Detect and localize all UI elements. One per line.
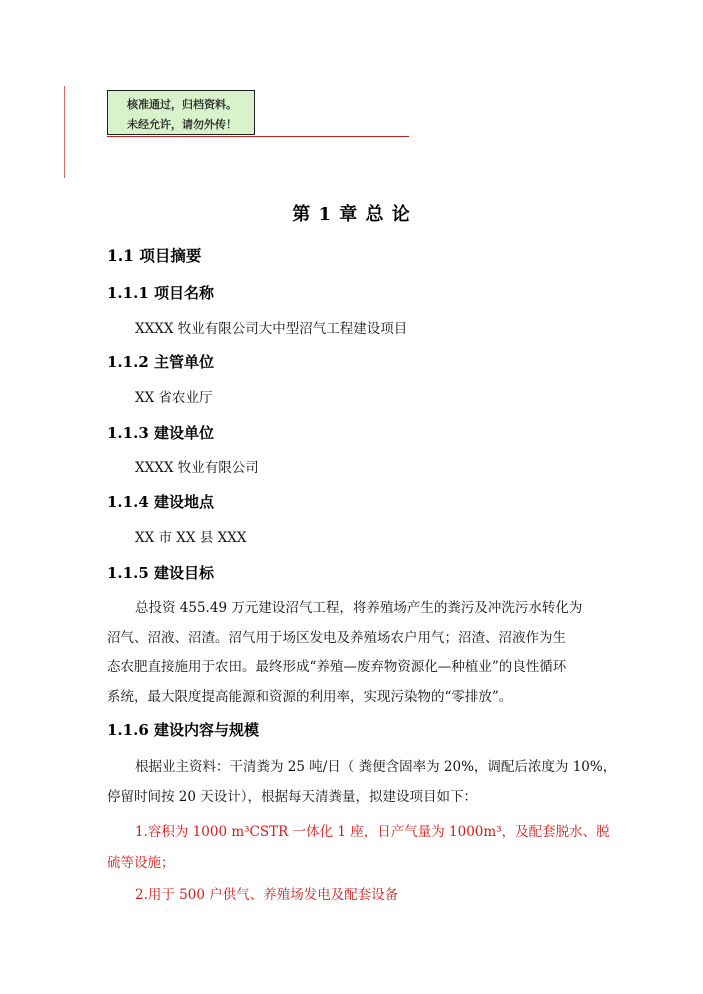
goal-line-3: 态农肥直接施用于农田。最终形成“养殖—废弃物资源化—种植业”的良性循环 (107, 659, 567, 675)
scale-line-1: 根据业主资料：干清粪为 25 吨/日（ 粪便含固率为 20%，调配后浓度为 10%， (135, 759, 617, 775)
builder-text: XXXX 牧业有限公司 (135, 460, 259, 476)
stamp-line-2: 未经允许，请勿外传！ (127, 118, 237, 131)
item-1-line-1: 1.容积为 1000 m³CSTR 一体化 1 座，日产气量为 1000m³，及配套脱水、脱 (135, 824, 610, 840)
goal-line-1: 总投资 455.49 万元建设沼气工程，将养殖场产生的粪污及冲洗污水转化为 (135, 600, 583, 616)
heading-1-1-6: 1.1.6 建设内容与规模 (107, 721, 259, 739)
heading-1-1-4: 1.1.4 建设地点 (107, 493, 214, 511)
heading-1-1: 1.1 项目摘要 (107, 246, 202, 265)
item-2: 2.用于 500 户供气、养殖场发电及配套设备 (135, 887, 399, 903)
scale-line-2: 停留时间按 20 天设计），根据每天清粪量，拟建设项目如下： (107, 789, 478, 805)
heading-1-1-1: 1.1.1 项目名称 (107, 284, 214, 302)
stamp-line-1: 核准通过，归档资料。 (127, 98, 237, 111)
project-name-text: XXXX 牧业有限公司大中型沼气工程建设项目 (135, 321, 408, 337)
chapter-title: 第 1 章 总 论 (292, 204, 411, 225)
goal-line-2: 沼气、沼液、沼渣。沼气用于场区发电及养殖场农户用气；沼渣、沼液作为生 (107, 630, 566, 646)
location-text: XX 市 XX 县 XXX (135, 530, 247, 546)
authority-text: XX 省农业厅 (135, 390, 213, 406)
item-1-line-2: 硫等设施； (107, 855, 175, 871)
approval-stamp (107, 90, 255, 135)
header-rule (107, 136, 409, 137)
heading-1-1-3: 1.1.3 建设单位 (107, 424, 214, 442)
heading-1-1-5: 1.1.5 建设目标 (107, 564, 214, 582)
heading-1-1-2: 1.1.2 主管单位 (107, 353, 214, 371)
goal-line-4: 系统，最大限度提高能源和资源的利用率，实现污染物的“零排放”。 (107, 689, 513, 705)
margin-crop-mark (64, 86, 65, 178)
